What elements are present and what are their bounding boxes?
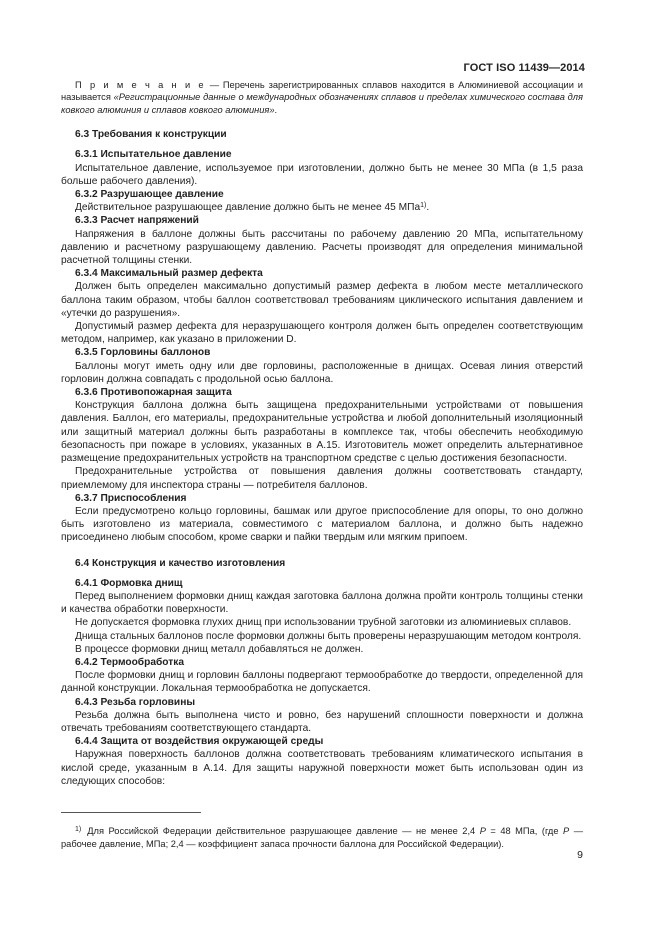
section-6-3-4-text-a: Должен быть определен максимально допустимый размер дефекта в любом месте металлического баллона таким образом, чтобы баллон соответствовал требованиям циклического испытания давлением и «утечки до разрушения».	[61, 281, 583, 319]
section-6-4-1-text-b: Не допускается формовка глухих днищ при использовании трубной заготовки из алюминиевых сплавов.	[75, 617, 572, 629]
section-6-3-6-text-b: Предохранительные устройства от повышения давления должны соответствовать стандарту, приемлемому для инспектора страны — потребителя баллонов.	[61, 466, 583, 491]
section-6-3-4-text-b: Допустимый размер дефекта для неразрушающего контроля должен быть определен соответствующим методом, например, как указано в приложении D.	[61, 321, 583, 346]
section-6-4-2-title: 6.4.2 Термообработка	[75, 656, 185, 668]
section-6-4-3-text: Резьба должна быть выполнена чисто и ровно, без нарушений сплошности поверхности и должна отвечать требованиям соответствующего стандарта.	[61, 709, 583, 734]
section-6-3-4-title: 6.3.4 Максимальный размер дефекта	[75, 268, 263, 280]
footnote-symbol-p1: Р	[479, 826, 486, 837]
footnote-symbol-p2: Р	[563, 826, 570, 837]
note-paragraph	[61, 79, 583, 116]
section-6-3-7-text: Если предусмотрено кольцо горловины, башмак или другое приспособление для опоры, то оно должно быть изготовлено из материала, совместимого с материалом баллона, и должно быть надежно присоединено любым способом, кроме сварки и пайки твердым или мягким припоем.	[61, 505, 583, 544]
document-header: ГОСТ ISO 11439—2014	[463, 62, 585, 74]
section-6-3-6-title: 6.3.6 Противопожарная защита	[75, 387, 232, 399]
section-6-3-2-text	[61, 201, 583, 214]
section-6-3-3-text: Напряжения в баллоне должны быть рассчитаны по рабочему давлению 20 МПа, испытательному давлению и расчетному разрушающему давлению. Расчеты производят для определения минимальной расчетной толщины стенки.	[61, 228, 583, 267]
footnote-text-c: — рабочее давление, МПа; 2,4 — коэффициент запаса прочности баллона для Российской Федерации).	[61, 826, 584, 849]
section-6-3-title: 6.3 Требования к конструкции	[75, 129, 227, 141]
section-6-3-2-text-end: .	[426, 202, 430, 214]
section-6-4-3-title: 6.4.3 Резьба горловины	[75, 696, 196, 708]
section-6-4-1-text-d: В процессе формовки днищ металл добавляться не должен.	[75, 643, 364, 655]
page-number: 9	[577, 849, 583, 861]
footnote	[61, 825, 583, 849]
footnote-text-b: = 48 МПа, (где	[485, 826, 564, 837]
note-italic: «Регистрационные данные о международных обозначениях сплавов и пределах химического состава для ковкого алюминия и сплавов ковкого алюминия»	[61, 92, 583, 115]
section-6-4-1-text-c: Днища стальных баллонов после формовки должны быть проверены неразрушающим методом контроля.	[75, 630, 582, 642]
section-6-4-2-text: После формовки днищ и горловин баллоны подвергают термообработке до твердости, определенной для данной конструкции. Локальная термообработка не допускается.	[61, 670, 583, 695]
footnote-ref[interactable]: 1)	[420, 202, 427, 210]
section-6-3-2-title: 6.3.2 Разрушающее давление	[75, 189, 224, 201]
document-body	[61, 79, 583, 788]
footnote-divider	[61, 812, 201, 813]
section-6-4-title: 6.4 Конструкция и качество изготовления	[75, 557, 286, 569]
section-6-3-6-text-a: Конструкция баллона должна быть защищена предохранительными устройствами от повышения давления. Баллон, его материалы, предохранительные устройства и любой дополнительный изоляционный или защитный материал должны быть разработаны в комплексе так, чтобы обеспечить необходимую безопасность при пожаре в условиях, указанных в А.15. Изготовитель может определить альтернативное размещение предохранительных устройств на транспортном средстве с целью достижения безопасности.	[61, 400, 583, 465]
section-6-3-1-title: 6.3.1 Испытательное давление	[75, 149, 232, 161]
section-6-4-1-text-a: Перед выполнением формовки днищ каждая заготовка баллона должна пройти контроль толщины стенки и качества обработки поверхности.	[61, 590, 583, 616]
section-6-3-2-text-main: Действительное разрушающее давление должно быть не менее 45 МПа	[75, 202, 421, 214]
note-end: .	[274, 104, 278, 115]
section-6-3-7-title: 6.3.7 Приспособления	[75, 492, 187, 504]
section-6-3-3-title: 6.3.3 Расчет напряжений	[75, 215, 199, 227]
section-6-3-5-title: 6.3.5 Горловины баллонов	[75, 347, 211, 359]
section-6-4-1-title: 6.4.1 Формовка днищ	[75, 577, 183, 589]
note-lead: П р и м е ч а н и е	[75, 80, 206, 90]
section-6-4-4-title: 6.4.4 Защита от воздействия окружающей среды	[75, 736, 324, 748]
footnote-mark: 1)	[75, 826, 82, 834]
section-6-3-1-text: Испытательное давление, используемое при изготовлении, должно быть не менее 30 МПа (в 1,5 раза больше рабочего давления).	[61, 162, 583, 187]
footnote-text-a: Для Российской Федерации действительное разрушающее давление — не менее 2,4	[87, 826, 480, 837]
section-6-3-5-text: Баллоны могут иметь одну или две горловины, расположенные в днищах. Осевая линия отверстий горловин должна совпадать с продольной осью баллона.	[61, 360, 583, 385]
section-6-4-4-text: Наружная поверхность баллонов должна соответствовать требованиям климатического испытания в кислой среде, указанным в А.14. Для защиты наружной поверхности может быть использован один из следующих способов:	[61, 749, 583, 787]
note-text: — Перечень зарегистрированных сплавов находится в Алюминиевой ассоциации и называется	[61, 80, 583, 103]
